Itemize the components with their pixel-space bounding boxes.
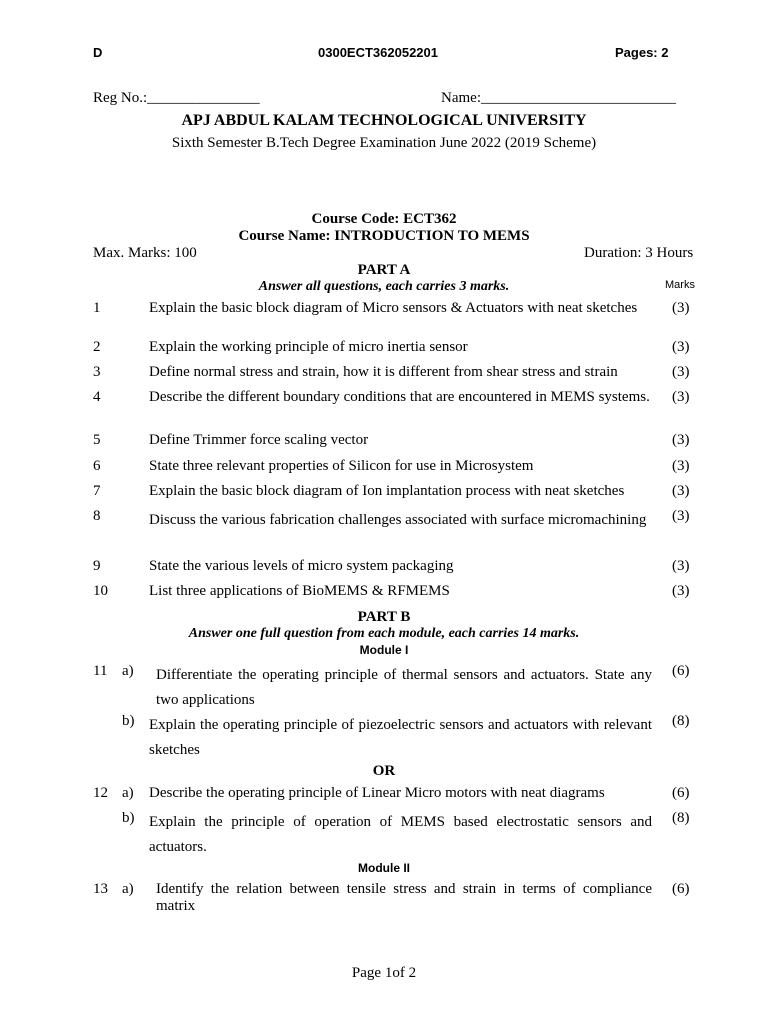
- question-number: 3: [93, 364, 101, 380]
- question-marks: (6): [672, 663, 690, 679]
- question-text: State three relevant properties of Silicon for use in Microsystem: [149, 458, 534, 474]
- name-field: Name:__________________________: [441, 90, 676, 106]
- question-sub-label: b): [122, 713, 135, 729]
- question-text: Explain the working principle of micro inertia sensor: [149, 339, 468, 355]
- duration: Duration: 3 Hours: [584, 245, 694, 261]
- or-separator: OR: [372, 763, 396, 779]
- course-name: Course Name: INTRODUCTION TO MEMS: [238, 228, 530, 244]
- exam-title: Sixth Semester B.Tech Degree Examination June 2022 (2019 Scheme): [171, 135, 597, 151]
- question-marks: (3): [672, 558, 690, 574]
- question-text: Define Trimmer force scaling vector: [149, 432, 369, 448]
- question-sub-label: a): [122, 663, 134, 679]
- question-text: Explain the basic block diagram of Micro sensors & Actuators with neat sketches: [149, 300, 638, 316]
- question-marks: (3): [672, 583, 690, 599]
- question-marks: (3): [672, 508, 690, 524]
- question-number: 8: [93, 508, 101, 524]
- question-sub-label: a): [122, 881, 134, 897]
- question-number: 6: [93, 458, 101, 474]
- question-text: Explain the operating principle of piezoelectric sensors and actuators with relevant sketches: [149, 717, 652, 758]
- university-title: APJ ABDUL KALAM TECHNOLOGICAL UNIVERSITY: [181, 112, 587, 129]
- question-marks: (3): [672, 389, 690, 405]
- max-marks: Max. Marks: 100: [93, 245, 197, 261]
- question-number: 9: [93, 558, 101, 574]
- question-text: Explain the basic block diagram of Ion implantation process with neat sketches: [149, 483, 625, 499]
- question-marks: (8): [672, 810, 690, 826]
- question-marks: (3): [672, 458, 690, 474]
- question-number: 5: [93, 432, 101, 448]
- reg-no-field: Reg No.:_______________: [93, 90, 260, 106]
- question-sub-label: a): [122, 785, 134, 801]
- question-text: Discuss the various fabrication challenges associated with surface micromachining: [149, 512, 647, 528]
- paper-code: 0300ECT362052201: [318, 45, 438, 60]
- question-text: State the various levels of micro system packaging: [149, 558, 454, 574]
- question-number: 13: [93, 881, 108, 897]
- question-marks: (3): [672, 364, 690, 380]
- question-marks: (8): [672, 713, 690, 729]
- question-text: Differentiate the operating principle of thermal sensors and actuators. State any two applications: [156, 667, 652, 708]
- question-text: Describe the different boundary conditions that are encountered in MEMS systems.: [149, 389, 650, 405]
- module-2-heading: Module II: [358, 861, 410, 875]
- question-marks: (3): [672, 300, 690, 316]
- part-a-instruction: Answer all questions, each carries 3 marks.: [258, 279, 510, 294]
- question-marks: (6): [672, 881, 690, 897]
- question-marks: (6): [672, 785, 690, 801]
- part-b-instruction: Answer one full question from each module, each carries 14 marks.: [188, 626, 580, 641]
- question-number: 11: [93, 663, 108, 679]
- page-count: Pages: 2: [615, 45, 669, 60]
- question-text: Identify the relation between tensile stress and strain in terms of compliance matrix: [156, 881, 652, 914]
- question-marks: (3): [672, 432, 690, 448]
- module-1-heading: Module I: [359, 643, 409, 657]
- question-set: D: [93, 45, 103, 60]
- page-footer: Page 1of 2: [351, 965, 417, 981]
- question-sub-label: b): [122, 810, 135, 826]
- question-marks: (3): [672, 339, 690, 355]
- question-number: 4: [93, 389, 101, 405]
- course-code: Course Code: ECT362: [311, 211, 457, 227]
- question-text: Describe the operating principle of Linear Micro motors with neat diagrams: [149, 785, 605, 801]
- question-number: 7: [93, 483, 101, 499]
- question-number: 2: [93, 339, 101, 355]
- question-number: 1: [93, 300, 101, 316]
- marks-header: Marks: [665, 279, 695, 291]
- question-number: 10: [93, 583, 108, 599]
- question-marks: (3): [672, 483, 690, 499]
- part-a-title: PART A: [357, 262, 411, 278]
- question-text: Define normal stress and strain, how it is different from shear stress and strain: [149, 364, 618, 380]
- question-number: 12: [93, 785, 108, 801]
- question-text: List three applications of BioMEMS & RFMEMS: [149, 583, 450, 599]
- part-b-title: PART B: [357, 609, 411, 625]
- question-text: Explain the principle of operation of MEMS based electrostatic sensors and actuators.: [149, 814, 652, 855]
